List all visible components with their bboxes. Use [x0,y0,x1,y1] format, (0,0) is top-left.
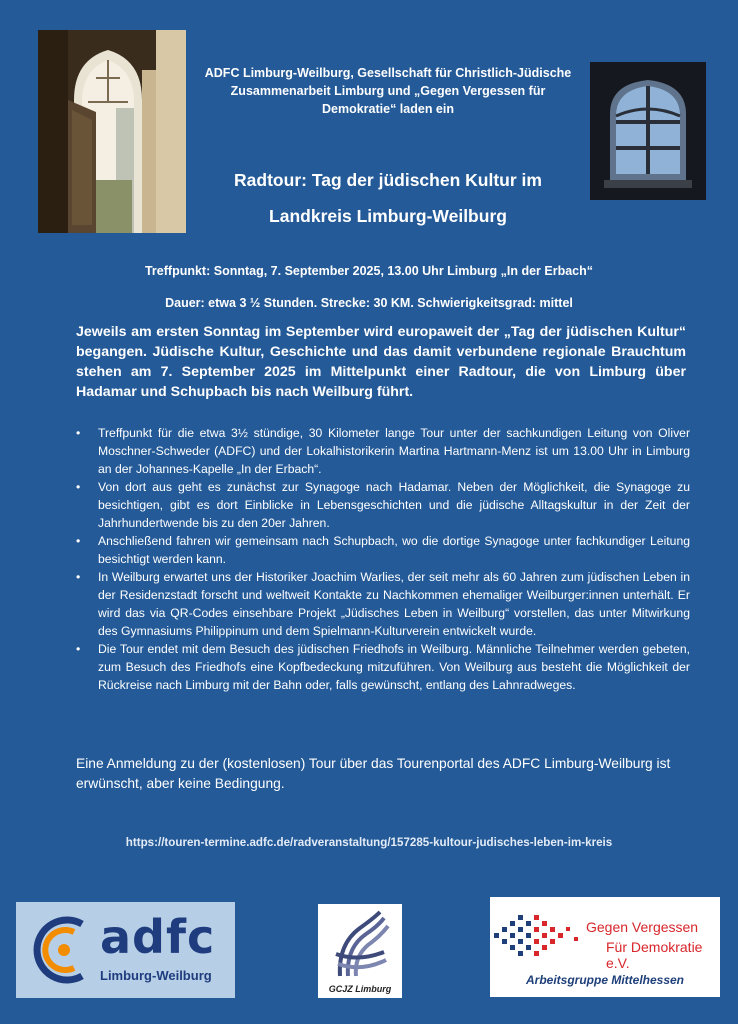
bullet-marker: • [76,480,81,494]
tour-details: Dauer: etwa 3 ½ Stunden. Strecke: 30 KM. Schwierigkeitsgrad: mittel [165,296,573,310]
list-item [76,568,690,640]
gv-name-line-2: Für Demokratie e.V. [606,939,703,971]
gv-group-name: Arbeitsgruppe Mittelhessen [525,973,685,987]
tour-portal-link[interactable]: https://touren-termine.adfc.de/radveranstaltung/157285-kultour-judisches-leben-im-kreis [125,836,613,849]
meeting-point: Treffpunkt: Sonntag, 7. September 2025, 13.00 Uhr Limburg „In der Erbach“ [144,264,594,278]
bullet-marker: • [76,426,81,440]
invitation-text: ADFC Limburg-Weilburg, Gesellschaft für Christlich-Jüdische Zusammenarbeit Limburg und „Gegen Vergessen für Demokratie“ laden ein [204,66,572,116]
registration-note: Eine Anmeldung zu der (kostenlosen) Tour über das Tourenportal des ADFC Limburg-Weilburg ist erwünscht, aber keine Bedingung. [76,756,671,791]
adfc-chapter-name: Limburg-Weilburg [100,968,212,983]
list-item [76,478,690,532]
title-line-2: Landkreis Limburg-Weilburg [269,206,507,226]
list-item [76,640,690,694]
list-item [76,424,690,478]
list-item-text: In Weilburg erwartet uns der Historiker Joachim Warlies, der seit mehr als 60 Jahren zum jüdischen Leben in der Residenzstadt forscht und weltweit Kontakte zu Nachkommen ehemaliger Weilburger:innen unterhält. Er wird das via QR-Codes einsehbare Projekt „Jüdisches Leben in Weilburg“ vorstellen, das unter Mitwirkung des Gymnasiums Philippinum und dem Spielmann-Kulturverein entwickelt wurde. [98,570,690,638]
gegen-vergessen-logo [490,897,720,997]
list-item-text: Von dort aus geht es zunächst zur Synagoge nach Hadamar. Neben der Möglichkeit, die Synagoge zu besichtigen, gibt es dort Einblicke in Lebensgeschichten und die jüdische Alltagskultur in der Zeit der Jahrhundertwende bis zu den 20er Jahren. [98,480,690,530]
list-item [76,532,690,568]
adfc-wordmark: adfc [100,910,216,964]
bullet-marker: • [76,642,81,656]
gcjz-logo [318,904,402,998]
list-item-text: Die Tour endet mit dem Besuch des jüdischen Friedhofs in Weilburg. Männliche Teilnehmer werden gebeten, zum Besuch des Friedhofs eine Kopfbedeckung mitzuführen. Von Weilburg aus besteht die Möglichkeit der Rückreise nach Limburg mit der Bahn oder, falls gewünscht, entlang des Lahnradweges. [98,642,690,692]
list-item-text: Treffpunkt für die etwa 3½ stündige, 30 Kilometer lange Tour unter der sachkundigen Leitung von Oliver Moschner-Schweder (ADFC) und der Lokalhistorikerin Martina Hartmann-Menz ist um 13.00 Uhr in Limburg an der Johannes-Kapelle „In der Erbach“. [98,426,690,476]
bullet-marker: • [76,534,81,548]
lead-paragraph: Jeweils am ersten Sonntag im September wird europaweit der „Tag der jüdischen Kultur“ begangen. Jüdische Kultur, Geschichte und das damit verbundene regionale Brauchtum stehen am 7. September 2025 im Mittelpunkt einer Radtour, die von Limburg über Hadamar und Schupbach bis nach Weilburg führt. [76,324,686,400]
adfc-logo [16,902,235,998]
window-photo [590,62,706,200]
door-photo [38,30,186,233]
tour-program-list [76,424,690,694]
bullet-marker: • [76,570,81,584]
title-line-1: Radtour: Tag der jüdischen Kultur im [234,170,542,190]
page-title [196,162,580,234]
list-item-text: Anschließend fahren wir gemeinsam nach Schupbach, wo die dortige Synagoge unter fachkundiger Leitung besichtigt werden kann. [98,534,690,566]
gv-name-line-1: Gegen Vergessen [586,919,699,935]
gcjz-label: GCJZ Limburg [328,984,392,994]
